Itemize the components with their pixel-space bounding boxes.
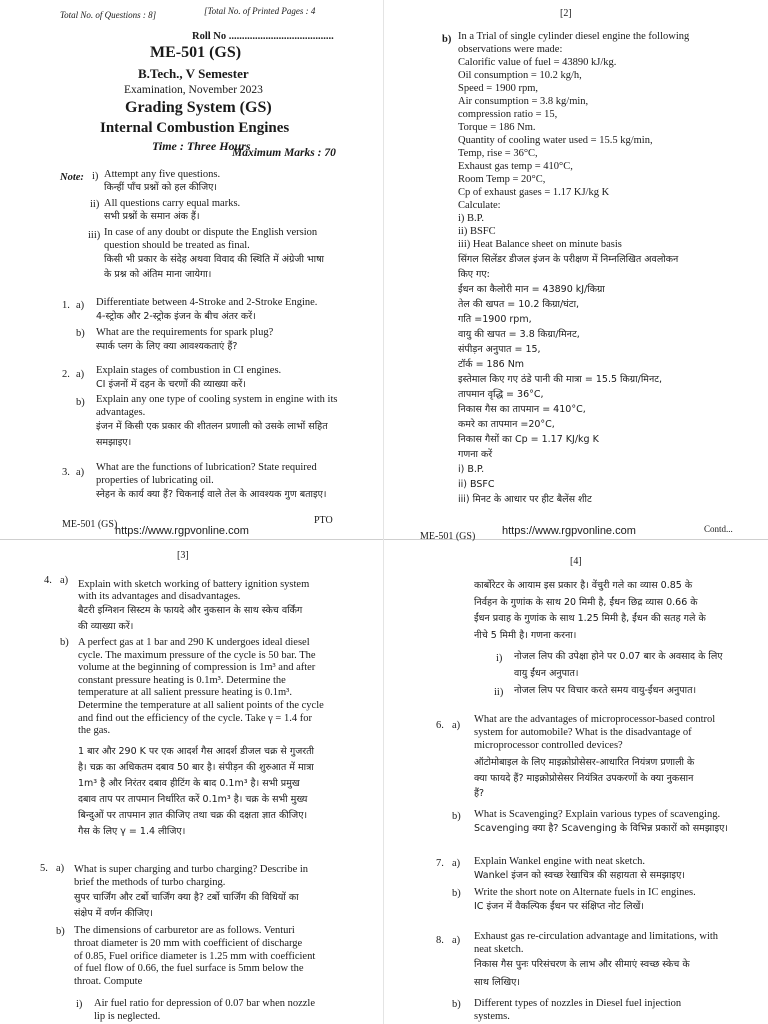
q4a-hindi-2: की व्याख्या करें।: [78, 621, 134, 632]
note-1-number: i): [92, 171, 99, 182]
page-4: [384, 540, 768, 1024]
paper-code: ME-501 (GS): [150, 44, 242, 61]
q6a-hindi-block: [474, 755, 766, 802]
q4b-hindi-line: 1 बार और 290 K पर एक आदर्श गैस आदर्श डीजल चक्र से गुजरती: [78, 746, 315, 757]
q5a-text-2: brief the methods of turbo charging.: [74, 877, 226, 888]
q3b-line: Oil consumption = 10.2 kg/h,: [458, 70, 582, 81]
q4b-line: volume at the beginning of compression is 1m³ and after: [78, 662, 316, 674]
q5b-i-text-1: Air fuel ratio for depression of 0.07 bar when nozzle: [94, 998, 316, 1009]
q3b-label: b): [442, 34, 452, 45]
q3b-hindi-block: [458, 252, 763, 507]
q5b-line: of fuel flow of 0.66, the fuel surface is 5mm below the: [74, 963, 304, 975]
note-2-text: All questions carry equal marks.: [104, 198, 241, 209]
q7b-hindi: IC इंजन में वैकल्पिक ईंधन पर संक्षिप्त नोट लिखें।: [474, 901, 644, 912]
q3b-hindi-line: गणना करें: [458, 449, 493, 460]
q7a-hindi: Wankel इंजन को स्वच्छ रेखाचित्र की सहायता से समझाइए।: [474, 870, 685, 881]
q4b-label: b): [60, 637, 69, 648]
q3b-line: Speed = 1900 rpm,: [458, 83, 538, 94]
q8a-hindi-2: साथ लिखिए।: [474, 977, 520, 988]
note-3-number: iii): [88, 230, 101, 241]
total-questions: Total No. of Questions : 8]: [60, 10, 157, 20]
exam-time: Time : Three Hours: [152, 139, 251, 153]
q3a-hindi: स्नेहन के कार्य क्या हैं? चिकनाई वाले तेल के आवश्यक गुण बताइए।: [96, 489, 327, 500]
q3b-line: Calorific value of fuel = 43890 kJ/kg.: [458, 57, 617, 68]
page-1: [0, 0, 384, 537]
q6-number: 6.: [436, 720, 444, 731]
max-marks: Maximum Marks : 70: [232, 147, 336, 159]
q8a-label: a): [452, 935, 461, 946]
q5b-line: of 0.85, Fuel orifice diameter is 1.25 mm with coefficient: [74, 950, 316, 962]
q3b-hindi-line: गति =1900 rpm,: [458, 314, 532, 325]
q8a-text-2: neat sketch.: [474, 944, 524, 955]
q5b-line: The dimensions of carburetor are as follows. Venturi: [74, 925, 295, 936]
q6b-text: What is Scavenging? Explain various types of scavenging.: [474, 809, 721, 820]
q6b-label: b): [452, 811, 461, 822]
q6a-line: system for automobile? What is the disadvantage of: [474, 726, 692, 738]
grading-system: Grading System (GS): [125, 99, 272, 116]
page-3: [0, 540, 384, 1024]
footer-pto: PTO: [314, 515, 333, 526]
q5b-hindi-line: कार्बोरेटर के आयाम इस प्रकार है। वेंचुरी गले का व्यास 0.85 के: [474, 580, 693, 591]
q4b-hindi-block: [78, 744, 378, 840]
q1a-text: Differentiate between 4-Stroke and 2-Stroke Engine.: [96, 297, 318, 308]
q8b-text-1: Different types of nozzles in Diesel fuel injection: [474, 998, 682, 1009]
q7b-label: b): [452, 888, 461, 899]
q8a-hindi-1: निकास गैस पुनः परिसंचरण के लाभ और सीमाएं स्वच्छ स्केच के: [474, 959, 690, 970]
note-3-hindi-1: किसी भी प्रकार के संदेह अथवा विवाद की स्थिति में अंग्रेजी भाषा: [104, 254, 325, 265]
page-2: [384, 0, 768, 542]
q3b-hindi-line: निकास गैस का तापमान = 410°C,: [458, 404, 586, 415]
q4b-line: the gas.: [78, 725, 111, 737]
q4b-hindi-line: है। चक्र का अधिकतम दबाव 50 बार है। संपीड़न की शुरुआत में मात्रा: [78, 762, 314, 773]
q3b-line: ii) BSFC: [458, 226, 496, 237]
q3b-line: observations were made:: [458, 44, 563, 55]
q5-number: 5.: [40, 863, 48, 874]
q5b-hindi-ii-label: ii): [494, 687, 504, 698]
q2b-text-1: Explain any one type of cooling system in engine with its: [96, 394, 338, 405]
q2-number: 2.: [62, 369, 70, 380]
note-3-hindi-2: के प्रश्न को अंतिम माना जायेगा।: [104, 269, 212, 280]
note-3-text-2: question should be treated as final.: [104, 240, 250, 251]
roll-no: Roll No ........................................: [192, 31, 334, 42]
q3b-line: i) B.P.: [458, 213, 484, 224]
q3a-text-1: What are the functions of lubrication? State required: [96, 462, 317, 473]
q4a-text-2: with its advantages and disadvantages.: [78, 591, 241, 602]
q3-number: 3.: [62, 467, 70, 478]
q4b-line: cycle. The maximum pressure of the cycle is 50 bar. The: [78, 649, 316, 661]
q2b-hindi-1: इंजन में किसी एक प्रकार की शीतलन प्रणाली को उसके लाभों सहित: [96, 421, 328, 432]
q2a-label: a): [76, 369, 85, 380]
q5b-line: throat diameter is 20 mm with coefficient of discharge: [74, 937, 303, 949]
q4a-text-1: Explain with sketch working of battery ignition system: [78, 579, 310, 590]
q6a-english-block: [474, 714, 764, 752]
note-label: Note:: [60, 172, 84, 183]
q3b-hindi-line: कमरे का तापमान =20°C,: [458, 419, 555, 430]
q1b-hindi: स्पार्क प्लग के लिए क्या आवश्यकताएं हैं?: [96, 341, 238, 352]
q3b-line: Quantity of cooling water used = 15.5 kg/min,: [458, 135, 653, 146]
source-url[interactable]: https://www.rgpvonline.com: [502, 525, 636, 537]
q2a-hindi: CI इंजनों में दहन के चरणों की व्याख्या करें।: [96, 379, 246, 390]
footer-contd: Contd...: [704, 524, 733, 534]
q2a-text: Explain stages of combustion in CI engines.: [96, 365, 282, 376]
page-number: [2]: [560, 8, 572, 19]
q2b-label: b): [76, 397, 85, 408]
q3b-line: Air consumption = 3.8 kg/min,: [458, 96, 589, 107]
q5b-hindi-i-1: नोजल लिप की उपेक्षा होने पर 0.07 बार के अवसाद के लिए: [514, 651, 723, 662]
source-url[interactable]: https://www.rgpvonline.com: [115, 525, 249, 537]
footer-code: ME-501 (GS): [62, 519, 118, 530]
q6a-line: What are the advantages of microprocessor-based control: [474, 714, 716, 725]
q3b-line: iii) Heat Balance sheet on minute basis: [458, 239, 622, 250]
q3b-hindi-line: इस्तेमाल किए गए ठंडे पानी की मात्रा = 15.5 किग्रा/मिनट,: [458, 374, 663, 385]
q6a-line: microprocessor controlled devices?: [474, 739, 623, 751]
q3b-line: Temp, rise = 36°C,: [458, 148, 538, 159]
q3b-hindi-line: तापमान वृद्धि = 36°C,: [458, 389, 544, 400]
q4a-label: a): [60, 575, 69, 586]
q3b-hindi-line: सिंगल सिलेंडर डीजल इंजन के परीक्षण में निम्नलिखित अवलोकन: [458, 254, 679, 265]
q1-number: 1.: [62, 300, 70, 311]
q4b-hindi-line: बिन्दुओं पर तापमान ज्ञात कीजिए तथा चक्र की दक्षता ज्ञात कीजिए।: [78, 810, 308, 821]
q5b-label: b): [56, 926, 65, 937]
note-2-number: ii): [90, 199, 100, 210]
q3b-line: Room Temp = 20°C,: [458, 174, 546, 185]
q4b-line: A perfect gas at 1 bar and 290 K undergoes ideal diesel: [78, 637, 310, 648]
q5b-hindi-i-2: वायु ईंधन अनुपात।: [514, 668, 579, 679]
q3b-line: compression ratio = 15,: [458, 109, 558, 120]
q4b-hindi-line: दबाव ताप पर तापमान निर्धारित करें 0.1m³ है। चक्र के सभी मुख्य: [78, 794, 308, 805]
q3b-hindi-line: ईंधन का कैलोरी मान = 43890 kJ/किग्रा: [458, 284, 605, 295]
q7-number: 7.: [436, 858, 444, 869]
q5b-hindi-line: ईंधन प्रवाह के गुणांक के साथ 1.25 मिमी है, ईंधन की सतह गले के: [474, 613, 706, 624]
q4b-hindi-line: 1m³ है और निरंतर दबाव हीटिंग के बाद 0.1m³ है। सभी प्रमुख: [78, 778, 300, 789]
q5b-hindi-ii: नोजल लिप पर विचार करते समय वायु-ईंधन अनुपात।: [514, 685, 697, 696]
note-1-hindi: किन्हीं पाँच प्रश्नों को हल कीजिए।: [104, 182, 218, 193]
q3b-english-block: [458, 30, 758, 251]
q8b-label: b): [452, 999, 461, 1010]
q3b-line: Torque = 186 Nm.: [458, 122, 536, 133]
q2b-text-2: advantages.: [96, 407, 146, 418]
q4b-line: Determine the temperature at all salient points of the cycle: [78, 699, 324, 711]
q3a-label: a): [76, 467, 85, 478]
q5a-label: a): [56, 863, 65, 874]
q4b-hindi-line: गैस के लिए γ = 1.4 लीजिए।: [78, 826, 186, 837]
page-number: [3]: [177, 550, 189, 561]
q4-number: 4.: [44, 575, 52, 586]
note-2-hindi: सभी प्रश्नों के समान अंक हैं।: [104, 211, 200, 222]
q8b-text-2: systems.: [474, 1011, 510, 1022]
q5b-hindi-line: नीचे 5 मिमी है। गणना करना।: [474, 629, 577, 641]
q3b-line: Calculate:: [458, 200, 501, 211]
q5a-hindi-1: सुपर चार्जिंग और टर्बो चार्जिंग क्या है? टर्बो चार्जिंग की विधियों का: [74, 892, 299, 903]
course: B.Tech., V Semester: [138, 66, 249, 81]
q3b-line: Exhaust gas temp = 410°C,: [458, 161, 573, 172]
total-pages: [Total No. of Printed Pages : 4: [204, 6, 316, 16]
q4a-hindi-1: बैटरी इग्निशन सिस्टम के फायदे और नुकसान के साथ स्केच वर्किंग: [78, 605, 303, 616]
q1a-hindi: 4-स्ट्रोक और 2-स्ट्रोक इंजन के बीच अंतर करें।: [96, 311, 256, 322]
q5b-hindi-block: [474, 578, 764, 644]
q2b-hindi-2: समझाइए।: [96, 437, 132, 448]
q1b-text: What are the requirements for spark plug?: [96, 327, 274, 338]
q4b-english-block: [78, 637, 378, 738]
q4b-line: constant pressure heating is 0.1m³. Determine the: [78, 674, 286, 686]
q7a-text: Explain Wankel engine with neat sketch.: [474, 856, 645, 867]
q1a-label: a): [76, 300, 85, 311]
q3b-hindi-line: iii) मिनट के आधार पर हीट बैलेंस शीट: [458, 494, 592, 505]
q5a-text-1: What is super charging and turbo charging? Describe in: [74, 864, 309, 875]
q7a-label: a): [452, 858, 461, 869]
q3b-hindi-line: वायु की खपत = 3.8 किग्रा/मिनट,: [458, 329, 580, 340]
q3b-line: Cp of exhaust gases = 1.17 KJ/kg K: [458, 187, 610, 198]
q3b-hindi-line: टॉर्क = 186 Nm: [458, 359, 525, 370]
page-number: [4]: [570, 556, 582, 567]
q3b-hindi-line: ii) BSFC: [458, 479, 495, 490]
footer-code: ME-501 (GS): [420, 531, 476, 542]
q3b-hindi-line: तेल की खपत = 10.2 किग्रा/घंटा,: [458, 299, 580, 310]
note-1-text: Attempt any five questions.: [104, 169, 221, 180]
note-3-text-1: In case of any doubt or dispute the English version: [104, 227, 318, 238]
q1b-label: b): [76, 328, 85, 339]
subject-title: Internal Combustion Engines: [100, 120, 290, 136]
q6b-hindi: Scavenging क्या है? Scavenging के विभिन्न प्रकारों को समझाइए।: [474, 823, 728, 834]
q3b-line: In a Trial of single cylinder diesel engine the following: [458, 31, 690, 42]
q6a-hindi-line: क्या फायदे हैं? माइक्रोप्रोसेसर नियंत्रित उपकरणों के क्या नुकसान: [474, 772, 694, 784]
q4b-line: temperature at all salient pressure heating is 0.1m³.: [78, 687, 292, 699]
exam-session: Examination, November 2023: [124, 84, 263, 96]
q5b-line: throat. Compute: [74, 976, 143, 988]
q5b-i-label: i): [76, 999, 83, 1010]
q5a-hindi-2: संक्षेप में वर्णन कीजिए।: [74, 908, 153, 919]
q3b-hindi-line: संपीड़न अनुपात = 15,: [458, 344, 541, 355]
q3a-text-2: properties of lubricating oil.: [96, 475, 214, 486]
q3b-hindi-line: निकास गैसों का Cp = 1.17 KJ/kg K: [458, 434, 599, 445]
q6a-hindi-line: हैं?: [474, 788, 485, 799]
q7b-text: Write the short note on Alternate fuels in IC engines.: [474, 887, 696, 898]
q5b-hindi-i-label: i): [496, 653, 503, 664]
q8-number: 8.: [436, 935, 444, 946]
q5b-hindi-line: निर्वहन के गुणांक के साथ 20 मिमी है, ईंधन छिद्र व्यास 0.66 के: [474, 596, 698, 608]
q5b-i-text-2: lip is neglected.: [94, 1011, 161, 1022]
q3b-hindi-line: किए गए:: [458, 269, 490, 280]
q8a-text-1: Exhaust gas re-circulation advantage and limitations, with: [474, 931, 719, 942]
q5b-english-block: [74, 925, 379, 989]
q6a-label: a): [452, 720, 461, 731]
q4b-line: and find out the efficiency of the cycle. Take γ = 1.4 for: [78, 712, 312, 724]
q6a-hindi-line: ऑटोमोबाइल के लिए माइक्रोप्रोसेसर-आधारित नियंत्रण प्रणाली के: [474, 757, 695, 768]
q3b-hindi-line: i) B.P.: [458, 464, 485, 475]
